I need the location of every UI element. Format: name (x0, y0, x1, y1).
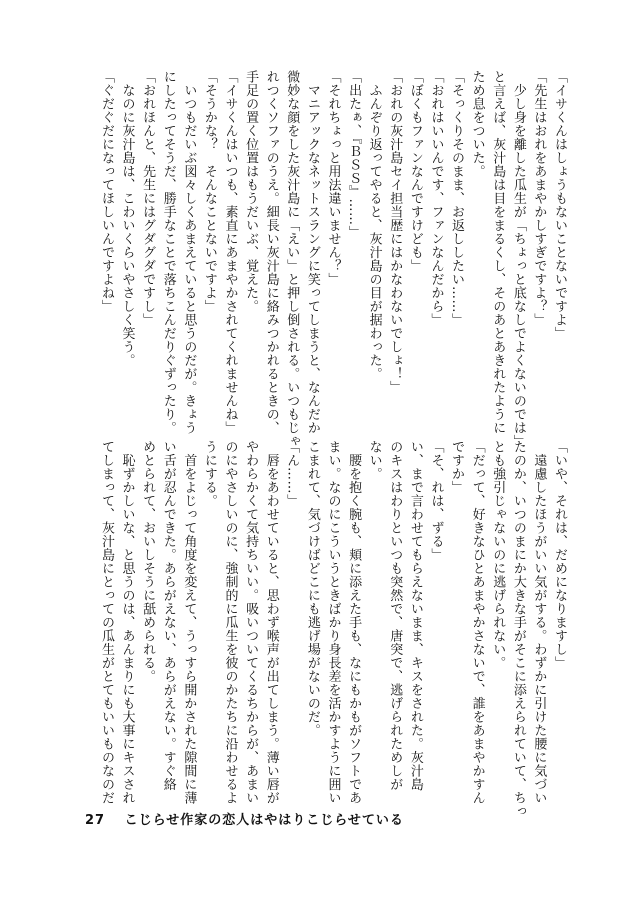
text-line: 微妙な顔をした灰汁島に「えい」と押し倒される。いつもじゃ (284, 70, 300, 448)
text-line: れつくソファのうえ。細長い灰汁島に絡みつかれるときの、 (263, 70, 279, 435)
text-line: 「イサくんはしょうもないことないですよ」 (552, 70, 567, 340)
text-line: 遠慮したほうがいい気がする。わずかに引けた腰に気づい (531, 440, 547, 805)
text-line: ふんぞり返ってやると、灰汁島の目が据わった。 (366, 70, 382, 381)
text-line: やわらかくて気持ちいい。吸いついてくるちからが、あまい (243, 440, 259, 805)
text-line: 首をよじって角度を変えて、うっすら開かされた隙間に薄 (181, 440, 197, 805)
text-line: 「ぼくもファンなんですけども」 (407, 70, 423, 273)
text-line: ため息をついた。 (469, 70, 485, 178)
top-text-block (98, 70, 569, 448)
text-line: 「そうかな？ そんなことないですよ」 (201, 70, 217, 313)
book-title: こじらせ作家の恋人はやはりこじらせている (124, 813, 404, 828)
text-line: 「だって、好きなひとあまやかさないで、誰をあまやかすん (469, 440, 485, 805)
bottom-text-block (98, 440, 569, 818)
text-line: 腰を抱く腕も、頬に添えた手も、なにもかもがソフトであ (346, 440, 362, 805)
text-line: い、まで言わせてもらえないまま、キスをされた。灰汁島 (407, 440, 423, 791)
text-line: 「イサくんはいつも、素直にあまやかされてくれませんね」 (222, 70, 238, 435)
text-line: と言えば、灰汁島は目をまるくし、そのあとあきれたように (490, 70, 506, 435)
text-line: なのに灰汁島は、こわいくらいやさしく笑う。 (119, 70, 135, 367)
text-line: のにやさしいのに、強制的に瓜生を彼のかたちに沿わせるよ (222, 440, 238, 805)
page-number: 27 (85, 813, 106, 828)
text-line: ない。 (366, 440, 382, 481)
text-line: まい。なのにこういうときばかり身長差を活かすように囲い (325, 440, 341, 805)
text-line: てしまって、灰汁島にとっての瓜生がとてもいいものなのだ (98, 440, 114, 805)
text-line: 手足の置く位置はもうだいぶ、覚えた。 (243, 70, 259, 313)
text-line: にしたってそうだ、勝手なことで落ちこんだりぐずったり。 (160, 70, 176, 435)
text-line: 「いや、それは、だめになりますし」 (552, 440, 567, 670)
text-line: たのか、いつのまにか大きな手がそこに添えられていて、ちっ (510, 440, 526, 818)
page-footer (85, 809, 404, 828)
text-line: めとられて、おいしそうに舐められる。 (140, 440, 156, 683)
text-line: 「そっくりそのまま、お返ししたい……」 (449, 70, 465, 327)
text-line: 唇をあわせていると、思わず喉声が出てしまう。薄い唇が (263, 440, 279, 805)
text-line: 「出たぁ、『ＢＳＳ』……」 (346, 70, 362, 239)
text-line: い舌が忍んできた。あらがえない、あらがえない。すぐ絡 (160, 440, 176, 791)
text-line: マニアックなネットスラングに笑ってしまうと、なんだか (304, 70, 320, 435)
text-line: 「おれはいいんです、ファンなんだから」 (428, 70, 444, 327)
text-line: うにする。 (201, 440, 217, 508)
text-line: 「おれの灰汁島セイ担当歴にはかなわないでしょ！」 (387, 70, 403, 394)
text-line: 「ぐだぐだになってほしいんですよね」 (98, 70, 114, 313)
text-line: こまれて、気づけばどこにも逃げ場がないのだ。 (304, 440, 320, 737)
text-line: とも強引じゃないのに逃げられない。 (490, 440, 506, 670)
text-line: 恥ずかしいな、と思うのは、あんまりにも大事にキスされ (119, 440, 135, 805)
text-line: 少し身を離した瓜生が「ちょっと底なしでよくないのでは」 (510, 70, 526, 448)
text-line: いつもだいぶ図々しくあまえていると思うのだが。きょう (181, 70, 197, 435)
text-line: 「おれほんと、先生にはグダグダですし」 (140, 70, 156, 327)
text-line: のキスはわりといつも突然で、唐突で、逃げられためしが (387, 440, 403, 791)
text-line: 「それちょっと用法違いません？」 (325, 70, 341, 286)
text-line: ですか」 (449, 440, 465, 494)
text-line: 「ん……」 (284, 440, 300, 508)
text-line: 「先生はおれをあまやかしすぎですよ？」 (531, 70, 547, 327)
text-line: 「そ、れは、ずる」 (428, 440, 444, 562)
